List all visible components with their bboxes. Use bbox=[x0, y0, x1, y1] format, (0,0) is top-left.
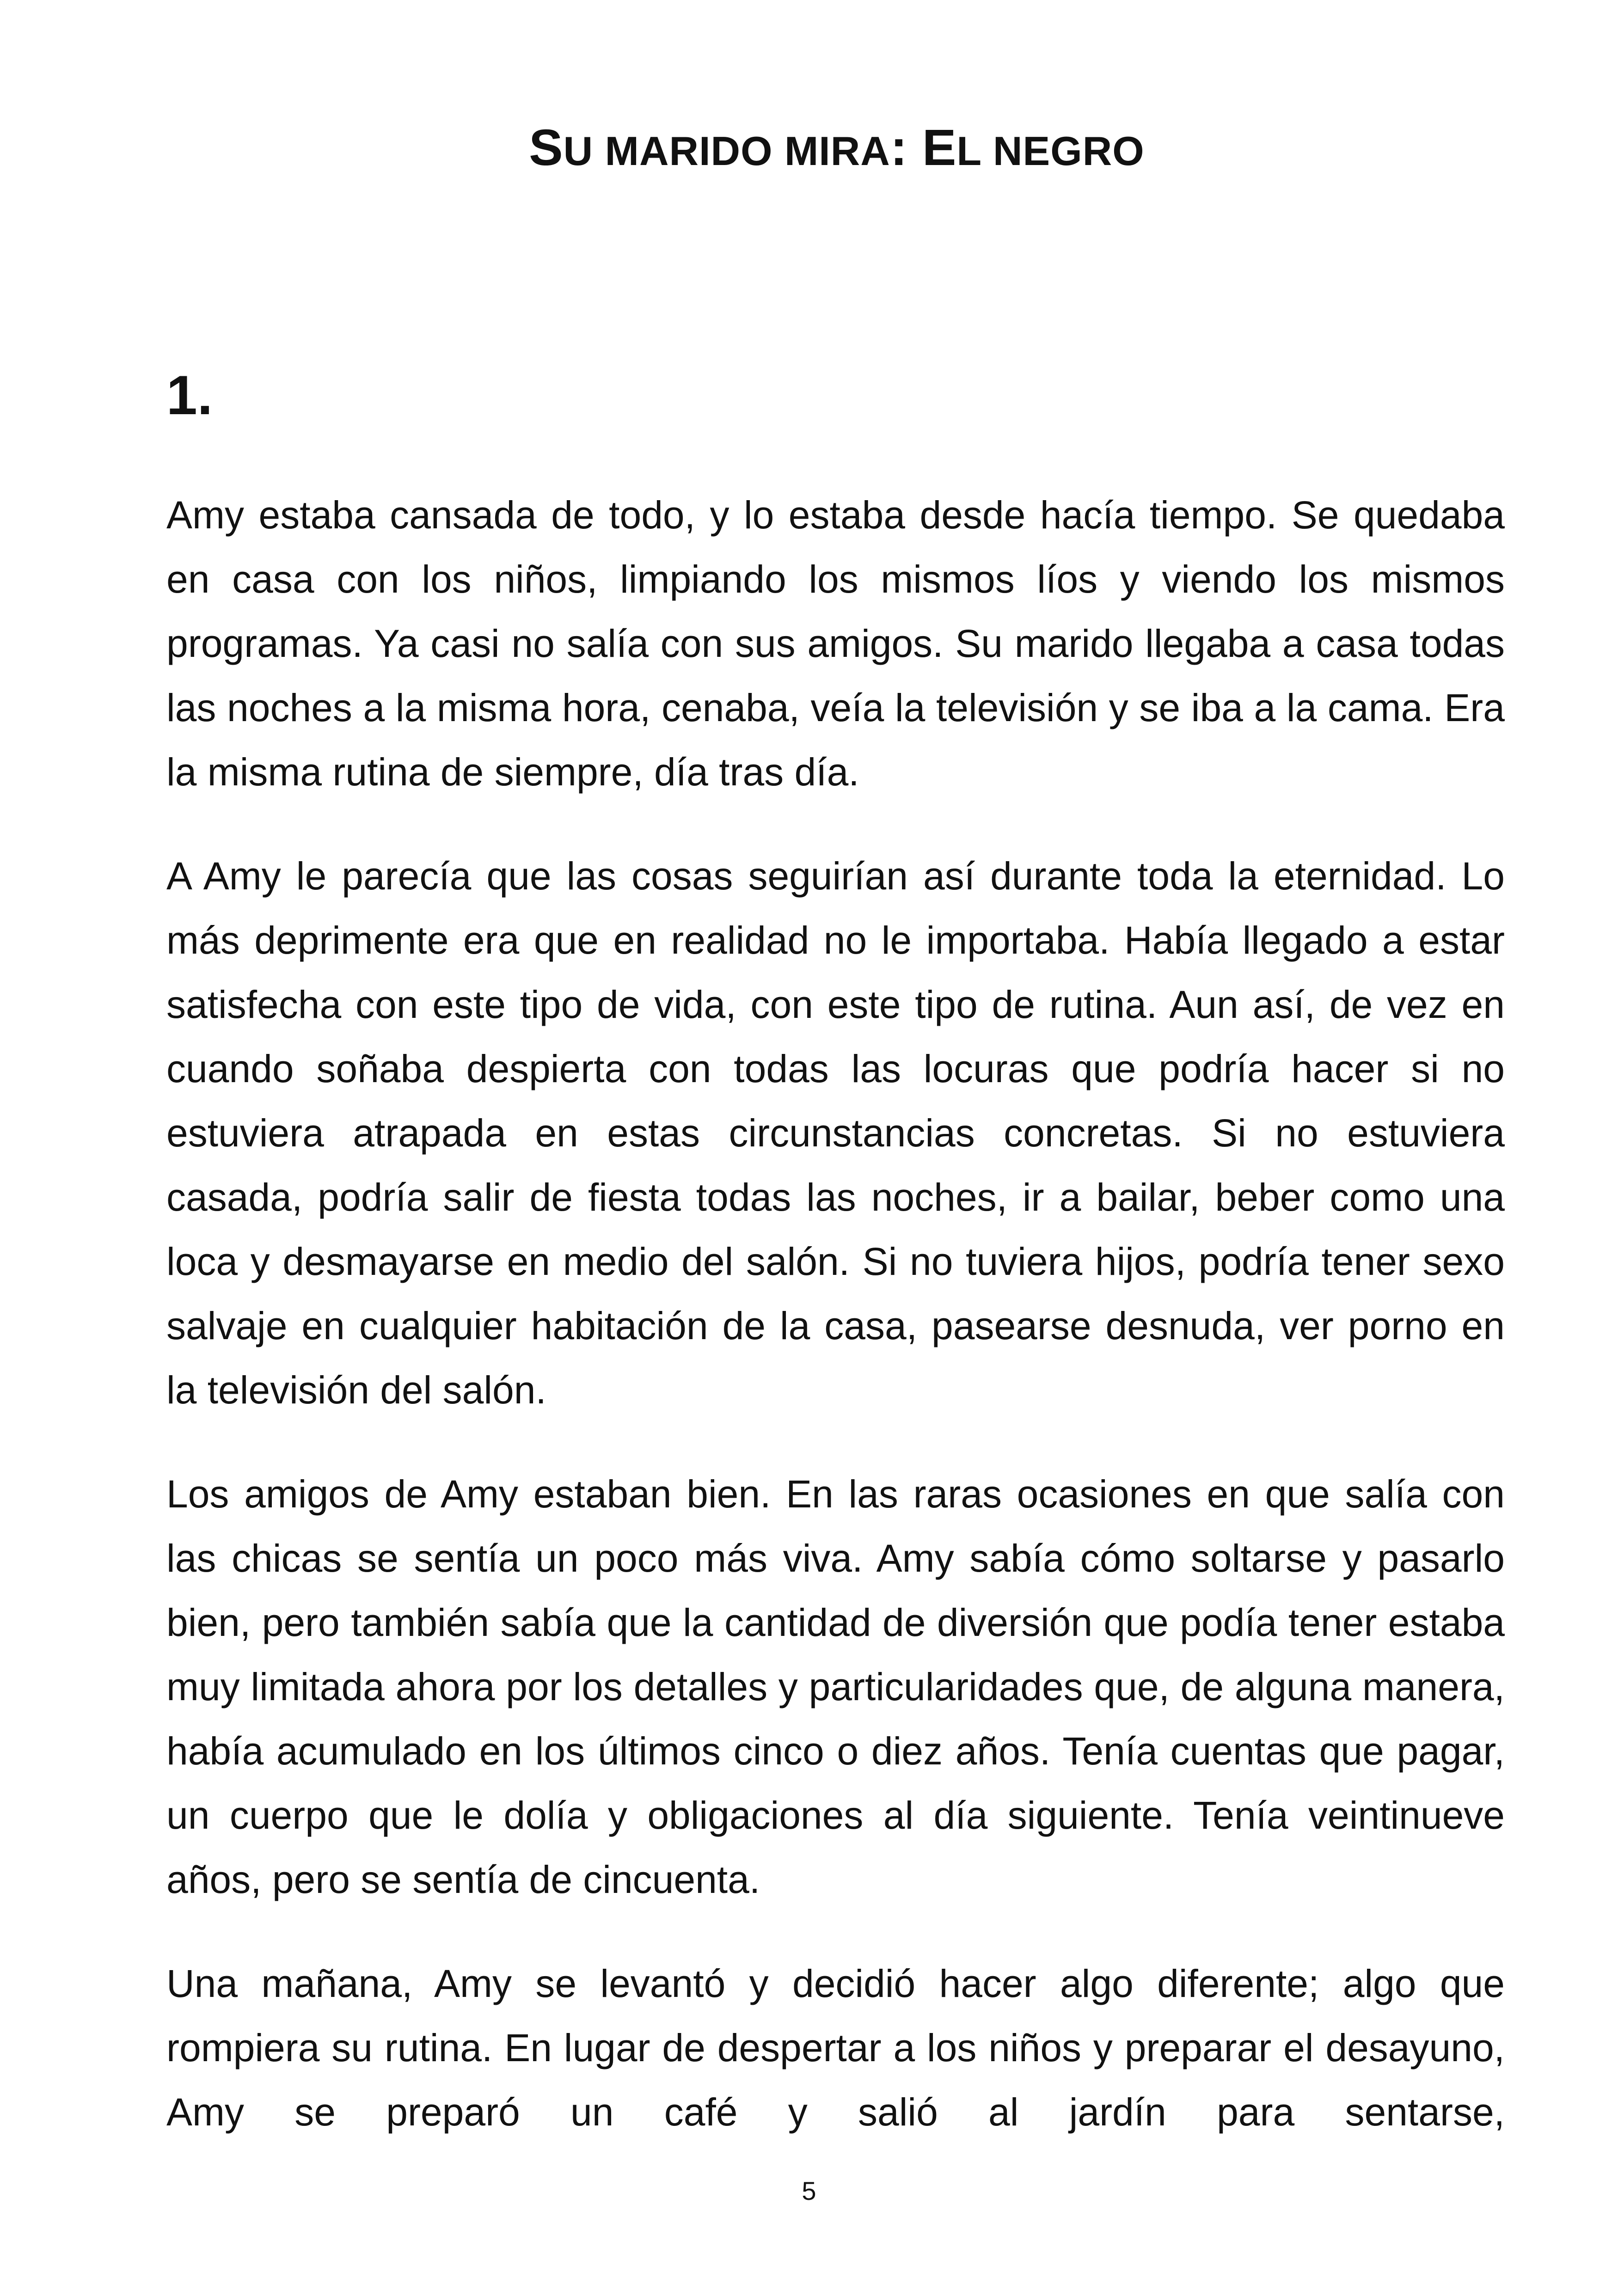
chapter-title bbox=[0, 116, 1618, 184]
paragraph-2: A Amy le parecía que las cosas seguirían así durante toda la eternidad. Lo más deprimente era que en realidad no le importaba. Había llegado a estar satisfecha con este tipo de vida, con este tipo de rutina. Aun así, de vez en cuando soñaba despierta con todas las locuras que podría hacer si no estuviera atrapada en estas circunstancias concretas. Si no estuviera casada, podría salir de fiesta todas las noches, ir a bailar, beber como una loca y desmayarse en medio del salón. Si no tuviera hijos, podría tener sexo salvaje en cualquier habitación de la casa, pasearse desnuda, ver porno en la televisión del salón. bbox=[166, 854, 1505, 1412]
title-small-caps-1: U MARIDO MIRA bbox=[563, 128, 890, 174]
chapter-number: 1. bbox=[166, 364, 213, 426]
body-text bbox=[166, 483, 1505, 2184]
title-initial-s: S bbox=[529, 119, 564, 176]
paragraph-3: Los amigos de Amy estaban bien. En las raras ocasiones en que salía con las chicas se sentía un poco más viva. Amy sabía cómo soltarse y pasarlo bien, pero también sabía que la cantidad de diversión que podía tener estaba muy limitada ahora por los detalles y particularidades que, de alguna manera, había acumulado en los últimos cinco o diez años. Tenía cuentas que pagar, un cuerpo que le dolía y obligaciones al día siguiente. Tenía veintinueve años, pero se sentía de cincuenta. bbox=[166, 1472, 1505, 1901]
paragraph-1: Amy estaba cansada de todo, y lo estaba desde hacía tiempo. Se quedaba en casa con los niños, limpiando los mismos líos y viendo los mismos programas. Ya casi no salía con sus amigos. Su marido llegaba a casa todas las noches a la misma hora, cenaba, veía la televisión y se iba a la cama. Era la misma rutina de siempre, día tras día. bbox=[166, 493, 1505, 794]
title-small-caps-2: L NEGRO bbox=[956, 128, 1145, 174]
page-number: 5 bbox=[802, 2176, 816, 2205]
title-initial-e: : E bbox=[890, 119, 957, 176]
paragraph-4: Una mañana, Amy se levantó y decidió hacer algo diferente; algo que rompiera su rutina. En lugar de despertar a los niños y preparar el desayuno, Amy se preparó un café y salió al jardín para sentarse, bbox=[166, 1962, 1505, 2134]
